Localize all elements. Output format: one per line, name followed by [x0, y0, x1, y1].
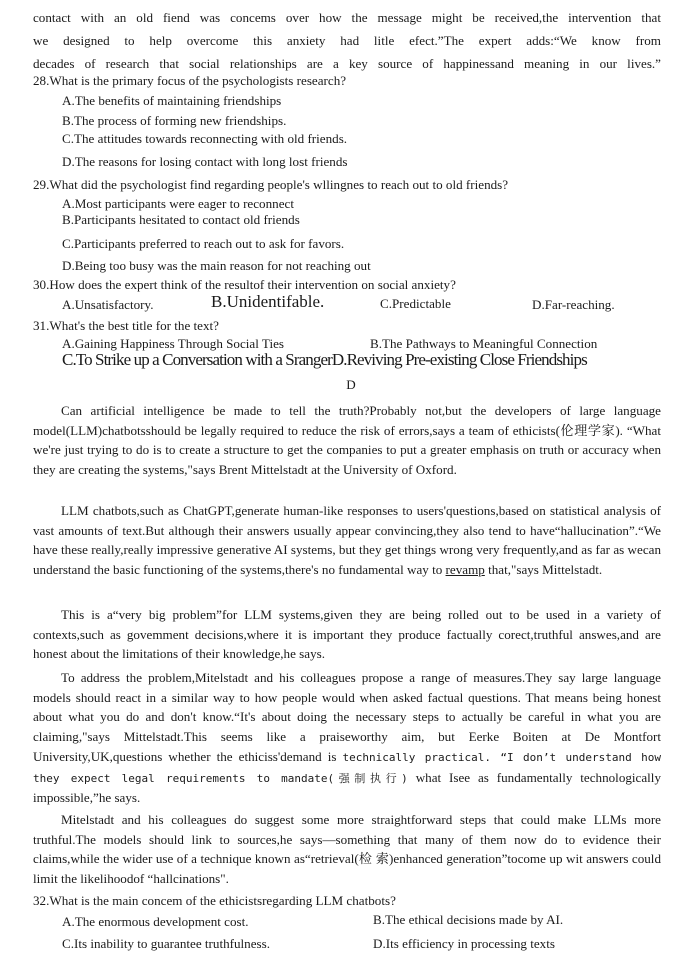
question-28-stem: 28.What is the primary focus of the psychologists research? — [33, 73, 347, 88]
intro-line-1: contact with an old fiend was concems over how the message might be received,the intervention that — [33, 10, 661, 25]
passage-paragraph-2 — [33, 501, 661, 580]
question-30-options — [62, 294, 662, 316]
section-heading: D — [346, 377, 356, 392]
passage-paragraph-1: Can artificial intelligence be made to tell the truth?Probably not,but the developers of large language model(LLM)chatbotsshould be legally required to reduce the risk of errors,says a team of ethicists(伦理学家). “What we're just trying to do is to create a structure to get the companies to put a greater emphasis on truth or accuracy when they are creating the systems,"says Brent Mittelstadt at the University of Oxford. — [33, 403, 661, 478]
question-32-stem: 32.What is the main concem of the ethicistsregarding LLM chatbots? — [33, 893, 396, 908]
passage-paragraph-4-text: To address the problem,Mitelstadt and his colleagues propose a range of measures.They say large language models should react in a similar way to how people would when asked factual questions. That means being honest about what you do and don't know.“It's about doing the necessary steps to actually be careful in what you are claiming,"says Mittelstadt.This seems like a praiseworthy aim, but Eerke Boiten at De Montfort University,UK,questions whether the ethiciss'demand is — [33, 670, 661, 764]
question-29-option-b: B.Participants hesitated to contact old friends — [62, 212, 300, 227]
question-30-option-a: A.Unsatisfactory. — [62, 297, 154, 312]
question-31-option-b: B.The Pathways to Meaningful Connection — [370, 336, 598, 351]
question-29-option-c: C.Participants preferred to reach out to ask for favors. — [62, 236, 345, 251]
question-30-option-c: C.Predictable — [380, 296, 451, 311]
question-30-option-b: B.Unidentifable. — [211, 292, 325, 311]
question-31-option-a: A.Gaining Happiness Through Social Ties — [62, 336, 284, 351]
intro-line-2: we designed to help overcome this anxiety had litle efect.”The expert adds:“We know from — [33, 33, 661, 48]
question-29-option-a: A.Most participants were eager to reconnect — [62, 196, 294, 211]
question-32-option-c: C.Its inability to guarantee truthfulness. — [62, 936, 271, 951]
passage-paragraph-4 — [33, 668, 661, 808]
underlined-word: revamp — [445, 562, 485, 578]
question-31-options-cd: C.To Strike up a Conversation with a SrangerD.Reviving Pre-existing Close Friendships — [62, 350, 587, 369]
question-32-option-b: B.The ethical decisions made by AI. — [373, 912, 564, 927]
question-31-stem: 31.What's the best title for the text? — [33, 318, 219, 333]
question-28-option-b: B.The process of forming new friendships. — [62, 113, 287, 128]
question-29-stem: 29.What did the psychologist find regarding people's wllingnes to reach out to old friends? — [33, 177, 509, 192]
passage-paragraph-3: This is a“very big problem”for LLM systems,given they are being rolled out to be used in a variety of contexts,such as govemment decisions,where it is important they produce factually corect,truthful answes,and are honest about the limitations of their knowledge,he says. — [33, 607, 661, 662]
question-30-stem: 30.How does the expert think of the resultof their intervention on social anxiety? — [33, 277, 456, 292]
question-32-options-cd — [62, 934, 662, 953]
question-28-option-c: C.The attitudes towards reconnecting with old friends. — [62, 131, 348, 146]
question-29-option-d: D.Being too busy was the main reason for not reaching out — [62, 258, 371, 273]
question-32-option-d: D.Its efficiency in processing texts — [373, 936, 555, 951]
question-28-option-d: D.The reasons for losing contact with long lost friends — [62, 154, 348, 169]
question-32-options-ab — [62, 912, 662, 931]
question-28-option-a: A.The benefits of maintaining friendships — [62, 93, 282, 108]
intro-line-3: decades of research that social relationships are a key source of happinessand meaning in our lives.” — [33, 56, 661, 71]
passage-paragraph-5: Mitelstadt and his colleagues do suggest some more straightforward steps that could make LLMs more truthful.The models should link to sources,he says—something that many of them now do to evidence their claims,while the wider use of a technique known as“retrieval(检 索)enhanced generation”tocome up wit answers could limit the likelihoodof “hallcinations". — [33, 812, 661, 887]
passage-paragraph-2-text: LLM chatbots,such as ChatGPT,generate human-like responses to users'questions,based on statistical analysis of vast amounts of text.But although their answers usually appear convincing,they also tend to have“hallucination”.“We have these really,really impressive generative AI systems, but they get things wrong very frequently,and as far as wecan understand the basic functioning of the systems,there's no fundamental way to — [33, 503, 661, 578]
question-32-option-a: A.The enormous development cost. — [62, 914, 249, 929]
question-30-option-d: D.Far-reaching. — [532, 297, 615, 312]
passage-paragraph-4-mono: technically practical. “I don’t understand how they expect legal requirements to mandate(强制执行) — [33, 750, 662, 785]
passage-paragraph-4-end: what Isee as fundamentally technologically impossible,”he says. — [33, 769, 661, 806]
passage-paragraph-2-end: that,"says Mittelstadt. — [488, 562, 603, 578]
